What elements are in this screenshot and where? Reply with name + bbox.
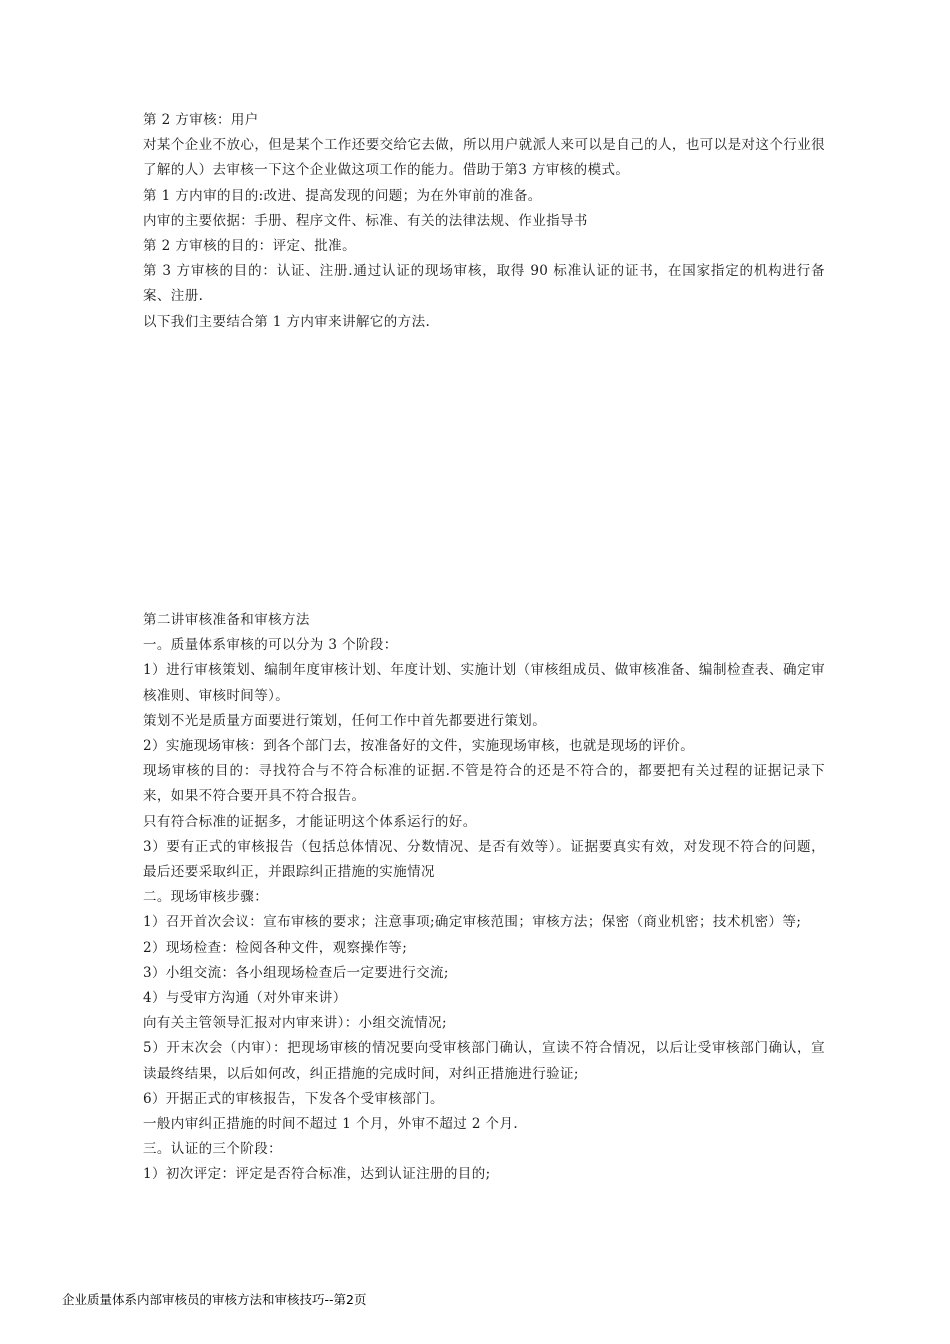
- paragraph: 1）召开首次会议：宣布审核的要求；注意事项;确定审核范围；审核方法；保密（商业机密；技术机密）等;: [143, 914, 802, 931]
- paragraph: 二。现场审核步骤：: [143, 889, 269, 906]
- page-footer: 企业质量体系内部审核员的审核方法和审核技巧--第2页: [62, 1292, 367, 1307]
- paragraph: 2）现场检查：检阅各种文件，观察操作等;: [143, 939, 408, 956]
- paragraph: 对某个企业不放心，但是某个工作还要交给它去做，所以用户就派人来可以是自己的人，也可以是对这个行业很了解的人）去审核一下这个企业做这项工作的能力。借助于第3 方审核的模式。: [143, 137, 825, 179]
- paragraph: 以下我们主要结合第 1 方内审来讲解它的方法.: [143, 313, 431, 330]
- paragraph: 内审的主要依据：手册、程序文件、标准、有关的法律法规、作业指导书: [143, 212, 588, 229]
- paragraph: 4）与受审方沟通（对外审来讲）: [143, 990, 347, 1007]
- paragraph: 5）开末次会（内审）：把现场审核的情况要向受审核部门确认，宣读不符合情况，以后让受审核部门确认，宣读最终结果，以后如何改，纠正措施的完成时间，对纠正措施进行验证;: [143, 1040, 825, 1082]
- paragraph: 第 2 方审核：用户: [143, 112, 259, 128]
- paragraph: 向有关主管领导汇报对内审来讲）：小组交流情况;: [143, 1015, 447, 1032]
- section-heading: 第二讲审核准备和审核方法: [143, 612, 310, 628]
- paragraph: 策划不光是质量方面要进行策划，任何工作中首先都要进行策划。: [143, 712, 547, 729]
- paragraph: 3）要有正式的审核报告（包括总体情况、分数情况、是否有效等）。证据要真实有效，对发现不符合的问题，最后还要采取纠正，并跟踪纠正措施的实施情况: [143, 838, 825, 881]
- top-text-block: [143, 108, 825, 335]
- paragraph: 第 3 方审核的目的：认证、注册.通过认证的现场审核，取得 90 标准认证的证书，在国家指定的机构进行备案、注册.: [143, 263, 825, 305]
- paragraph: 1）进行审核策划、编制年度审核计划、年度计划、实施计划（审核组成员、做审核准备、编制检查表、确定审核准则、审核时间等）。: [143, 662, 825, 704]
- paragraph: 一。质量体系审核的可以分为 3 个阶段：: [143, 637, 398, 654]
- main-text-block: [143, 608, 825, 1188]
- paragraph: 三。认证的三个阶段：: [143, 1141, 282, 1158]
- paragraph: 3）小组交流：各小组现场检查后一定要进行交流;: [143, 964, 449, 981]
- paragraph: 第 2 方审核的目的：评定、批准。: [143, 238, 356, 255]
- paragraph: 一般内审纠正措施的时间不超过 1 个月，外审不超过 2 个月.: [143, 1116, 519, 1133]
- paragraph: 6）开据正式的审核报告，下发各个受审核部门。: [143, 1090, 444, 1107]
- paragraph: 只有符合标准的证据多，才能证明这个体系运行的好。: [143, 813, 477, 830]
- paragraph: 现场审核的目的：寻找符合与不符合标准的证据.不管是符合的还是不符合的，都要把有关过程的证据记录下来，如果不符合要开具不符合报告。: [143, 763, 825, 805]
- paragraph: 1）初次评定：评定是否符合标准，达到认证注册的目的;: [143, 1166, 491, 1183]
- paragraph: 2）实施现场审核：到各个部门去，按准备好的文件，实施现场审核，也就是现场的评价。: [143, 738, 695, 755]
- paragraph: 第 1 方内审的目的:改进、提高发现的问题；为在外审前的准备。: [143, 187, 542, 204]
